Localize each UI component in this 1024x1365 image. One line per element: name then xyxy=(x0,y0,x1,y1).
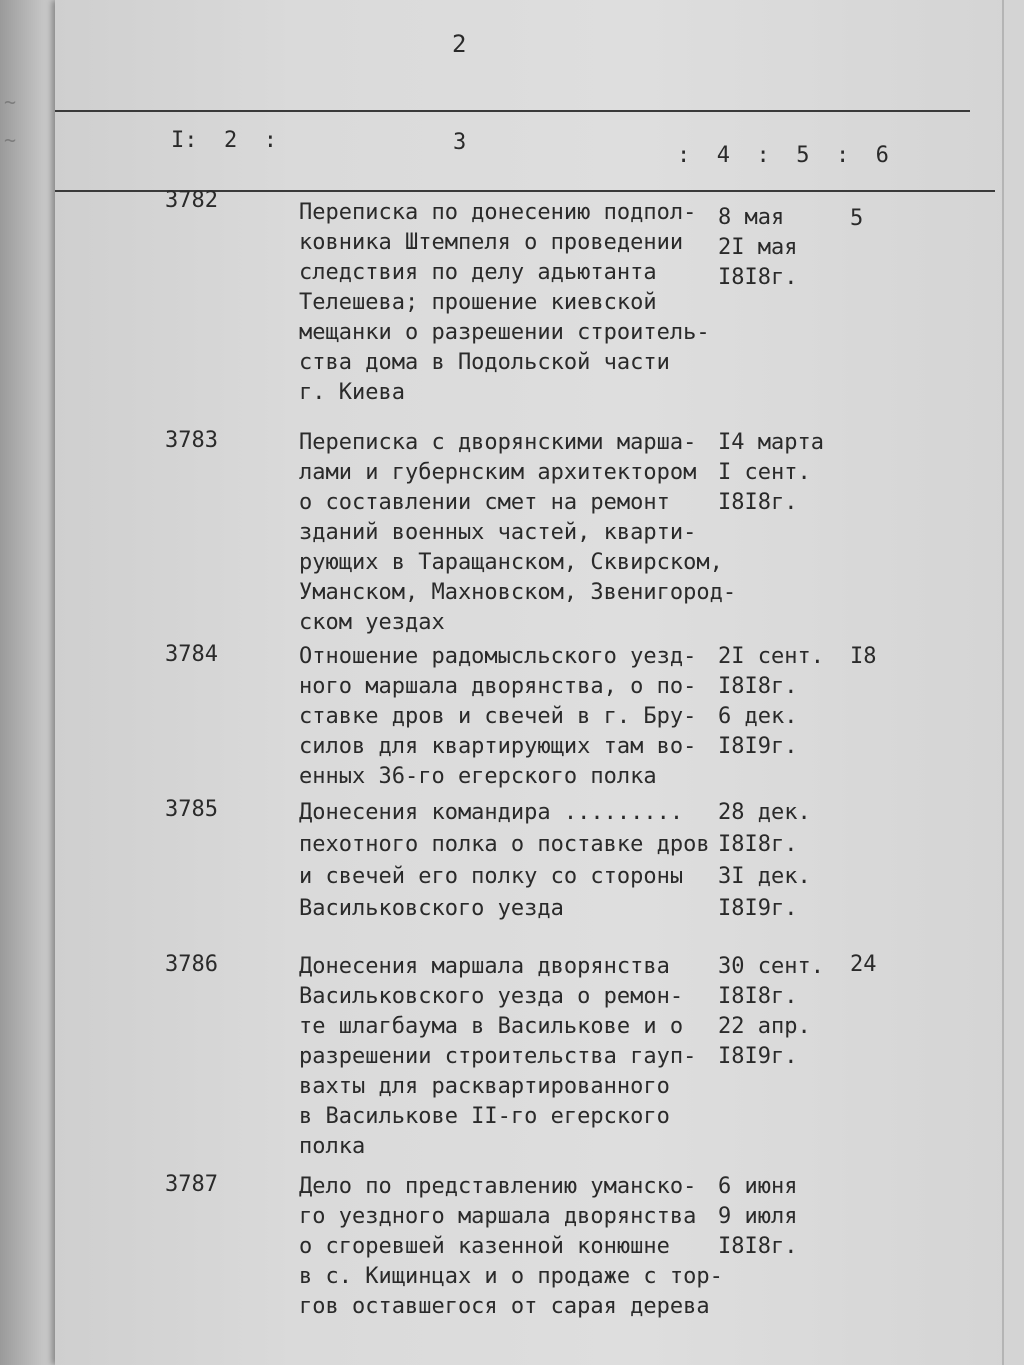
record-dates xyxy=(718,642,848,762)
header-rule-top xyxy=(55,110,970,112)
title-line: Телешева; прошение киевской xyxy=(299,290,657,315)
column-header-right: : 4 : 5 : 6 xyxy=(677,143,889,168)
date-line: I8I8г. xyxy=(718,984,798,1009)
title-line: Отношение радомысльского уезд- xyxy=(299,644,697,669)
title-line: силов для квартирующих там во- xyxy=(299,734,697,759)
record-number: 3785 xyxy=(165,797,218,822)
title-line: о сгоревшей казенной конюшне xyxy=(299,1234,670,1259)
record-number: 3786 xyxy=(165,952,218,977)
title-line: те шлагбаума в Василькове и о xyxy=(299,1014,684,1039)
date-line: 30 сент. xyxy=(718,954,824,979)
record-number: 3787 xyxy=(165,1172,218,1197)
record-sheets: 24 xyxy=(850,952,877,977)
date-line: I8I8г. xyxy=(718,832,798,857)
date-line: 3I дек. xyxy=(718,864,811,889)
adjacent-page-mark: ~ xyxy=(4,128,17,152)
record-dates xyxy=(718,428,848,518)
date-line: 28 дек. xyxy=(718,800,811,825)
title-line: ставке дров и свечей в г. Бру- xyxy=(299,704,697,729)
date-line: I8I8г. xyxy=(718,265,798,290)
title-line: и свечей его полку со стороны xyxy=(299,864,684,889)
record-title xyxy=(299,797,729,925)
page-number: 2 xyxy=(452,30,467,58)
record-number: 3784 xyxy=(165,642,218,667)
title-line: вахты для расквартированного xyxy=(299,1074,670,1099)
record-title xyxy=(299,1172,729,1322)
date-line: 6 дек. xyxy=(718,704,798,729)
record-number: 3783 xyxy=(165,428,218,453)
title-line: Донесения командира ......... xyxy=(299,800,684,825)
record-sheets: I8 xyxy=(850,644,877,669)
date-line: I8I8г. xyxy=(718,490,798,515)
date-line: 2I мая xyxy=(718,235,798,260)
date-line: 6 июня xyxy=(718,1174,798,1199)
title-line: пехотного полка о поставке дров xyxy=(299,832,710,857)
title-line: мещанки о разрешении строитель- xyxy=(299,320,710,345)
title-line: г. Киева xyxy=(299,380,405,405)
title-line: ного маршала дворянства, о по- xyxy=(299,674,697,699)
date-line: 2I сент. xyxy=(718,644,824,669)
title-line: разрешении строительства гауп- xyxy=(299,1044,697,1069)
record-number: 3782 xyxy=(165,188,218,213)
column-header-left: I: 2 : xyxy=(171,128,277,153)
title-line: полка xyxy=(299,1134,366,1159)
title-line: Уманском, Махновском, Звенигород- xyxy=(299,580,737,605)
date-line: I8I9г. xyxy=(718,896,798,921)
title-line: Переписка по донесению подпол- xyxy=(299,200,697,225)
date-line: 9 июля xyxy=(718,1204,798,1229)
title-line: Дело по представлению уманско- xyxy=(299,1174,697,1199)
record-title xyxy=(299,642,729,792)
title-line: ковника Штемпеля о проведении xyxy=(299,230,684,255)
date-line: 22 апр. xyxy=(718,1014,811,1039)
date-line: I8I8г. xyxy=(718,674,798,699)
document-page xyxy=(55,0,1024,1365)
title-line: Переписка с дворянскими марша- xyxy=(299,430,697,455)
title-line: Васильковского уезда xyxy=(299,896,564,921)
title-line: в с. Кищинцах и о продаже с тор- xyxy=(299,1264,723,1289)
title-line: Васильковского уезда о ремон- xyxy=(299,984,684,1009)
record-title xyxy=(299,198,729,408)
record-title xyxy=(299,952,729,1162)
title-line: рующих в Таращанском, Сквирском, xyxy=(299,550,723,575)
date-line: I8I8г. xyxy=(718,1234,798,1259)
record-dates xyxy=(718,797,848,925)
title-line: следствия по делу адьютанта xyxy=(299,260,657,285)
record-dates xyxy=(718,952,848,1072)
column-header-title: 3 xyxy=(453,130,467,155)
date-line: I4 марта xyxy=(718,430,824,455)
date-line: I сент. xyxy=(718,460,811,485)
record-title xyxy=(299,428,737,638)
title-line: енных 36-го егерского полка xyxy=(299,764,657,789)
title-line: гов оставшегося от сарая дерева xyxy=(299,1294,710,1319)
title-line: лами и губернским архитектором xyxy=(299,460,697,485)
record-dates xyxy=(718,203,848,293)
adjacent-page-edge xyxy=(0,0,60,1365)
record-sheets: 5 xyxy=(850,206,864,231)
record-dates xyxy=(718,1172,848,1262)
title-line: о составлении смет на ремонт xyxy=(299,490,670,515)
title-line: зданий военных частей, кварти- xyxy=(299,520,697,545)
title-line: в Василькове II-го егерского xyxy=(299,1104,670,1129)
title-line: Донесения маршала дворянства xyxy=(299,954,670,979)
title-line: го уездного маршала дворянства xyxy=(299,1204,697,1229)
date-line: 8 мая xyxy=(718,205,785,230)
date-line: I8I9г. xyxy=(718,734,798,759)
adjacent-page-mark: ~ xyxy=(4,90,17,114)
date-line: I8I9г. xyxy=(718,1044,798,1069)
title-line: ства дома в Подольской части xyxy=(299,350,670,375)
title-line: ском уездах xyxy=(299,610,445,635)
